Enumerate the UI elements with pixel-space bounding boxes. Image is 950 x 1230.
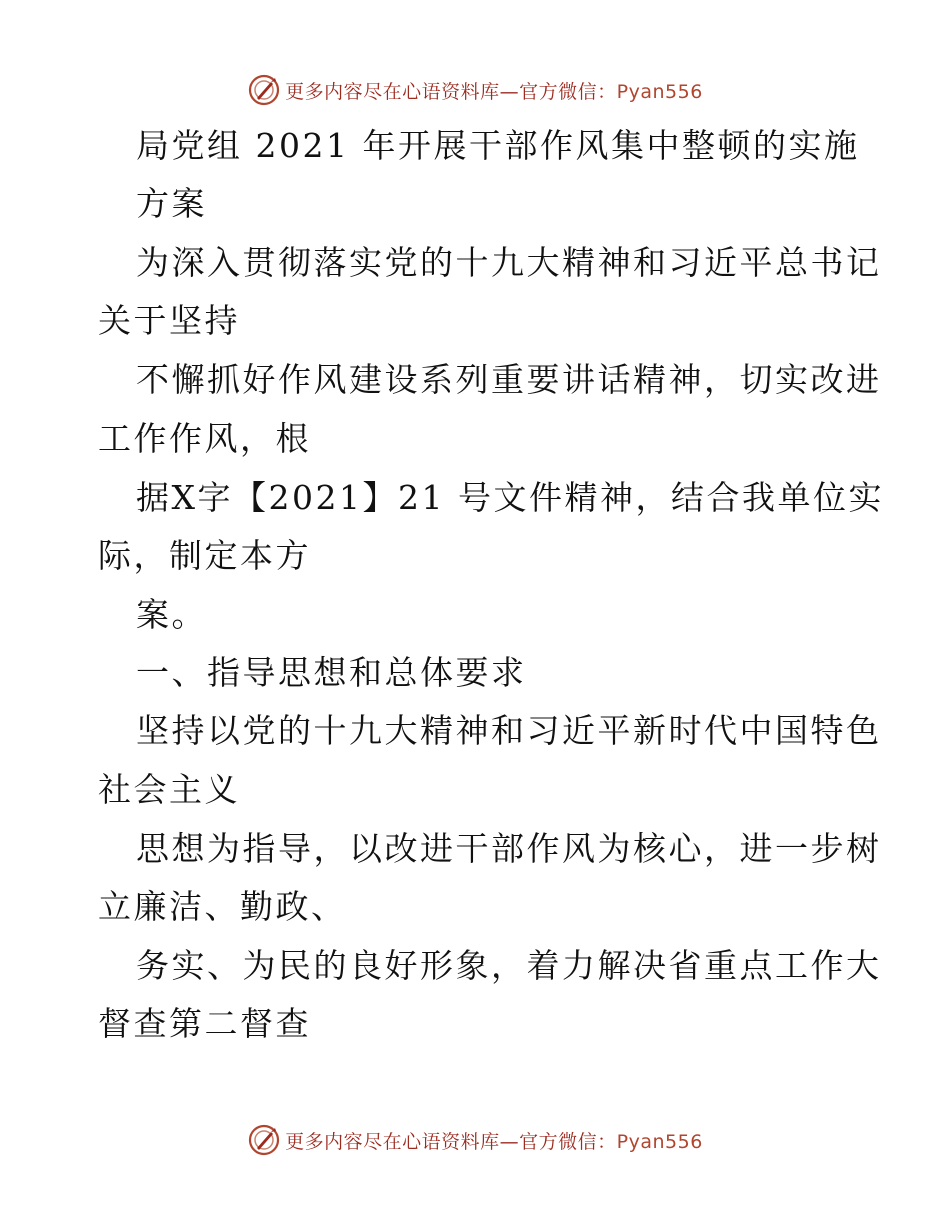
watermark-text: 更多内容尽在心语资料库—官方微信：Pyan556	[285, 80, 703, 103]
doc-text-line: 督查第二督查	[98, 1004, 311, 1043]
doc-title-line-1: 局党组 2021 年开展干部作风集中整顿的实施	[136, 126, 860, 165]
watermark-id: Pyan556	[616, 80, 703, 103]
doc-text-line: 关于坚持	[98, 301, 240, 340]
doc-title-line-2: 方案	[136, 184, 207, 223]
doc-text-line: 社会主义	[98, 770, 240, 809]
watermark-text: 更多内容尽在心语资料库—官方微信：Pyan556	[285, 1130, 703, 1153]
logo-icon	[247, 1123, 281, 1157]
doc-text-line: 立廉洁、勤政、	[98, 887, 347, 926]
doc-text-line: 思想为指导，以改进干部作风为核心，进一步树	[136, 829, 882, 868]
doc-text-line: 工作作风，根	[98, 419, 311, 458]
doc-text-line: 为深入贯彻落实党的十九大精神和习近平总书记	[136, 243, 882, 282]
watermark-banner-bottom	[0, 1120, 950, 1160]
doc-text-line: 不懈抓好作风建设系列重要讲话精神，切实改进	[136, 360, 882, 399]
doc-text-line: 案。	[136, 595, 207, 634]
section-heading: 一、指导思想和总体要求	[136, 653, 527, 692]
doc-text-line: 据X字【2021】21 号文件精神，结合我单位实	[136, 478, 884, 517]
doc-text-line: 际，制定本方	[98, 536, 311, 575]
doc-text-line: 坚持以党的十九大精神和习近平新时代中国特色	[136, 711, 882, 750]
watermark-id: Pyan556	[616, 1130, 703, 1153]
doc-text-line: 务实、为民的良好形象，着力解决省重点工作大	[136, 946, 882, 985]
